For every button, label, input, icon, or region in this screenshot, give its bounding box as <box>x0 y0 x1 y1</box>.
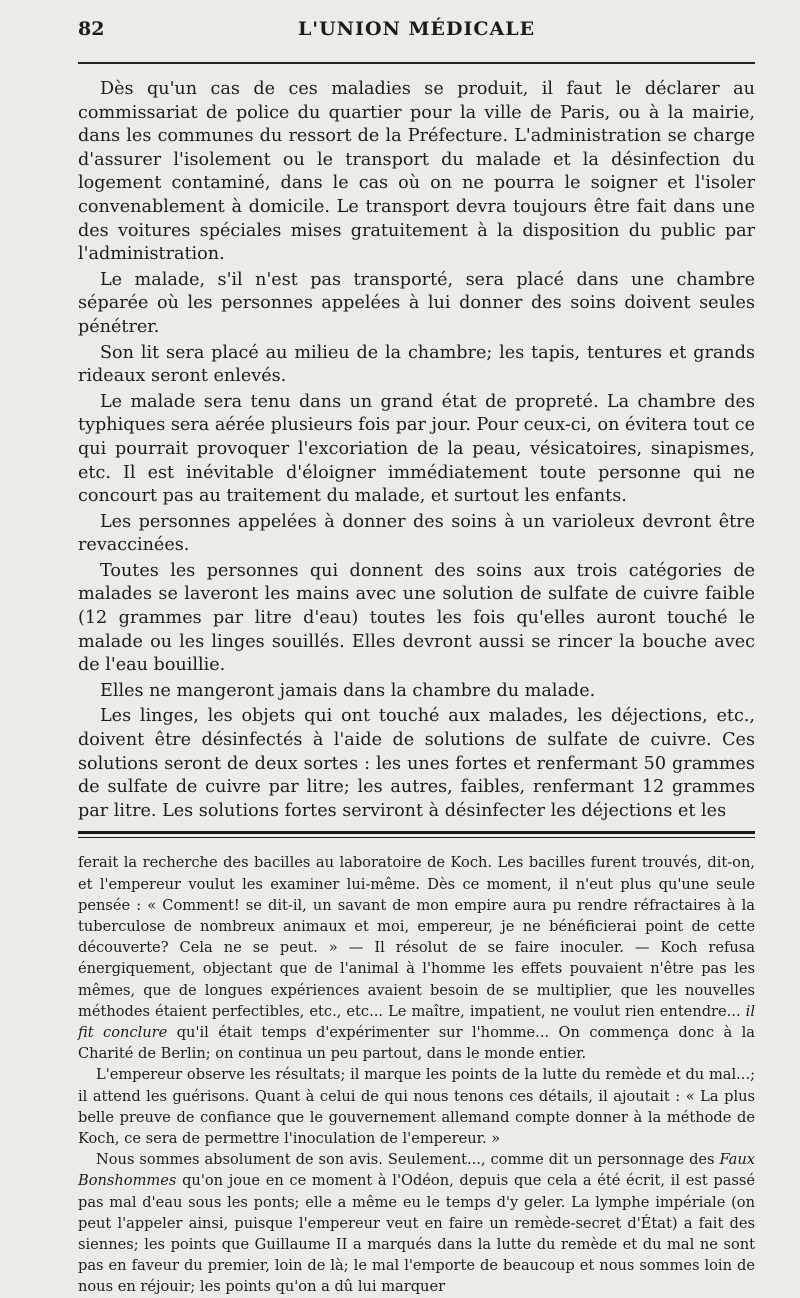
footnote-rule <box>78 831 755 834</box>
paragraph: Le malade sera tenu dans un grand état de propreté. La chambre des typhiques sera aérée plusieurs fois par jour. Pour ceux-ci, on évitera tout ce qui pourrait provoquer l'excoriation de la peau, vésicatoires, sinapismes, etc. Il est inévitable d'éloigner immédiatement toute personne qui ne concourt pas au traitement du malade, et surtout les enfants. <box>78 391 755 507</box>
footnote-rule-thin <box>78 837 755 838</box>
paragraph: Les personnes appelées à donner des soins à un varioleux devront être revaccinées. <box>78 511 755 556</box>
paragraph: Elles ne mangeront jamais dans la chambre du malade. <box>100 680 596 701</box>
footnote-text: qu'il était temps d'expérimenter sur l'homme... On commença donc à la Charité de Berlin; on continua un peu partout, dans le monde entier. <box>78 1024 756 1063</box>
footnote-paragraph <box>78 852 755 1064</box>
page-number: 82 <box>78 18 105 40</box>
paragraph: Son lit sera placé au milieu de la chambre; les tapis, tentures et grands rideaux seront enlevés. <box>78 342 755 387</box>
footnote-text: Nous sommes absolument de son avis. Seulement..., comme dit un personnage des <box>96 1151 715 1169</box>
footnote-paragraph: L'empereur observe les résultats; il marque les points de la lutte du remède et du mal...; il attend les guérisons. Quant à celui de qui nous tenons ces détails, il ajoutait : « La plus belle preuve de confiance que le gouvernement allemand compte donner à la méthode de Koch, ce sera de permettre l'inoculation de l'empereur. » <box>78 1066 755 1148</box>
paragraph: Toutes les personnes qui donnent des soins aux trois catégories de malades se laveront les mains avec une solution de sulfate de cuivre faible (12 grammes par litre d'eau) toutes les fois qu'elles auront touché le malade ou les linges souillés. Elles devront aussi se rincer la bouche avec de l'eau bouillie. <box>78 560 755 676</box>
paragraph: Dès qu'un cas de ces maladies se produit, il faut le déclarer au commissariat de police du quartier pour la ville de Paris, ou à la mairie, dans les communes du ressort de la Préfecture. L'administration se charge d'assurer l'isolement ou le transport du malade et la désinfection du logement contaminé, dans le cas où on ne pourra le soigner et l'isoler convenablement à domicile. Le transport devra toujours être fait dans une des voitures spéciales mises gratuitement à la disposition du public par l'administration. <box>78 79 755 265</box>
main-text <box>78 78 755 823</box>
paragraph: Les linges, les objets qui ont touché aux malades, les déjections, etc., doivent être désinfectés à l'aide de solutions de sulfate de cuivre. Ces solutions seront de deux sortes : les unes fortes et renfermant 50 grammes de sulfate de cuivre par litre; les autres, faibles, renfermant 12 grammes par litre. Les solutions fortes serviront à désinfecter les déjections et les <box>78 706 755 821</box>
running-title: L'UNION MÉDICALE <box>297 18 536 40</box>
footnote-text: qu'on joue en ce moment à l'Odéon, depuis que cela a été écrit, il est passé pas mal d'eau sous les ponts; elle a même eu le temps d'y geler. La lymphe impériale (on peut l'appeler ainsi, puisque l'empereur veut en faire un remède-secret d'État) a fait des siennes; les points que Guillaume II a marqués dans la lutte du remède et du mal ne sont pas en faveur du premier, loin de là; le mal l'emporte de beaucoup et nous sommes loin de nous en réjouir; les points qu'on a dû lui marquer <box>78 1172 756 1296</box>
footnote-paragraph <box>78 1149 755 1297</box>
footnote-italic: Faux Bonshommes <box>78 1151 755 1190</box>
footnote-text: ferait la recherche des bacilles au laboratoire de Koch. Les bacilles furent trouvés, dit-on, et l'empereur voulut les examiner lui-même. Dès ce moment, il n'eut plus qu'une seule pensée : « Comment! se dit-il, un savant de mon empire aura pu rendre réfractaires à la tuberculose de nombreux animaux et moi, empereur, je ne bénéficierai point de cette découverte? Cela ne se peut. » — Il résolut de se faire inoculer. — Koch refusa énergiquement, objectant que de l'animal à l'homme les effets pouvaient n'être pas les mêmes, que de longues expériences avaient besoin de se multiplier, que les nouvelles méthodes étaient perfectibles, etc., etc... Le maître, impatient, ne voulut rien entendre... <box>78 854 755 1020</box>
page-header <box>78 18 755 48</box>
paragraph: Le malade, s'il n'est pas transporté, sera placé dans une chambre séparée où les personnes appelées à lui donner des soins doivent seules pénétrer. <box>78 269 755 337</box>
footnote <box>78 852 755 1297</box>
footnote-italic: il fit conclure <box>78 1002 755 1042</box>
header-rule <box>78 62 755 64</box>
